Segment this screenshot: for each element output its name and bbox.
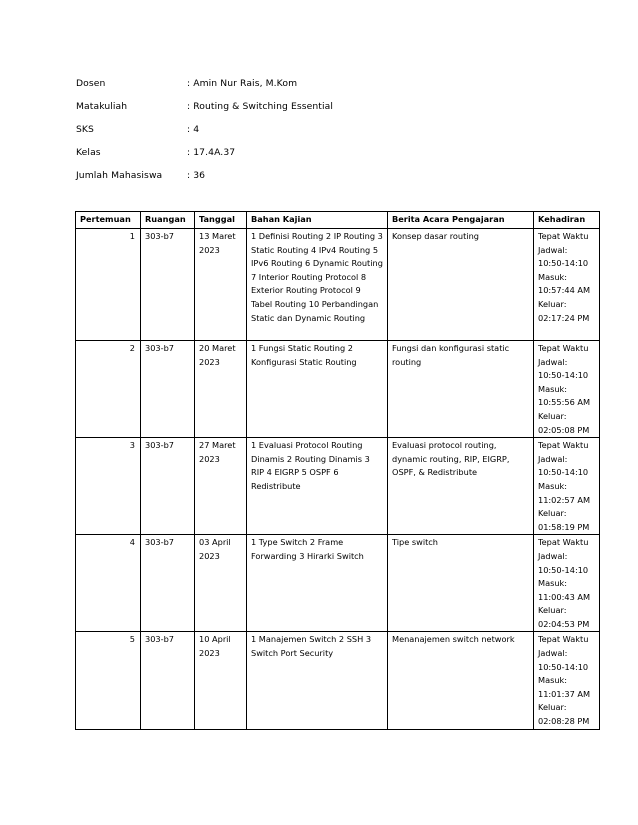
kehadiran-jadwal: 10:50-14:10	[538, 370, 589, 381]
kehadiran-keluar-label: Keluar:	[538, 508, 567, 519]
kehadiran-keluar: 01:58:19 PM	[538, 521, 590, 532]
kehadiran-status: Tepat Waktu	[538, 440, 589, 451]
header-berita-acara: Berita Acara Pengajaran	[388, 212, 534, 229]
cell-bahan-kajian: 1 Fungsi Static Routing 2 Konfigurasi Static Routing	[247, 341, 388, 438]
kehadiran-masuk-label: Masuk:	[538, 480, 568, 491]
course-info	[76, 78, 333, 193]
header-pertemuan: Pertemuan	[76, 212, 141, 229]
kehadiran-keluar: 02:08:28 PM	[538, 716, 590, 727]
header-ruangan: Ruangan	[141, 212, 195, 229]
kehadiran-masuk: 11:00:43 AM	[538, 591, 591, 602]
cell-kehadiran	[534, 229, 600, 341]
info-row-matakuliah	[76, 101, 333, 124]
kehadiran-jadwal-label: Jadwal:	[538, 244, 568, 255]
header-bahan-kajian: Bahan Kajian	[247, 212, 388, 229]
table-row	[76, 632, 600, 729]
kehadiran-jadwal: 10:50-14:10	[538, 467, 589, 478]
kehadiran-status: Tepat Waktu	[538, 634, 589, 645]
table-row	[76, 341, 600, 438]
cell-ruangan: 303-b7	[141, 438, 195, 535]
cell-bahan-kajian: 1 Definisi Routing 2 IP Routing 3 Static Routing 4 IPv4 Routing 5 IPv6 Routing 6 Dynamic Routing 7 Interior Routing Protocol 8 Exterior Routing Protocol 9 Tabel Routing 10 Perbandingan Static dan Dynamic Routing	[247, 229, 388, 341]
table-header-row	[76, 212, 600, 229]
cell-tanggal: 10 April 2023	[195, 632, 247, 729]
kehadiran-jadwal: 10:50-14:10	[538, 564, 589, 575]
info-row-kelas	[76, 147, 333, 170]
header-tanggal: Tanggal	[195, 212, 247, 229]
kehadiran-masuk: 10:55:56 AM	[538, 397, 591, 408]
info-label: SKS	[76, 124, 94, 135]
cell-ruangan: 303-b7	[141, 341, 195, 438]
kehadiran-jadwal: 10:50-14:10	[538, 661, 589, 672]
kehadiran-keluar-label: Keluar:	[538, 702, 567, 713]
kehadiran-keluar-label: Keluar:	[538, 605, 567, 616]
kehadiran-keluar: 02:05:08 PM	[538, 424, 590, 435]
info-label: Dosen	[76, 78, 106, 89]
info-row-dosen	[76, 78, 333, 101]
cell-tanggal: 03 April 2023	[195, 535, 247, 632]
cell-berita-acara: Konsep dasar routing	[388, 229, 534, 341]
cell-pertemuan: 4	[76, 535, 141, 632]
cell-berita-acara: Menanajemen switch network	[388, 632, 534, 729]
kehadiran-jadwal-label: Jadwal:	[538, 648, 568, 659]
cell-pertemuan: 5	[76, 632, 141, 729]
info-value: : Routing & Switching Essential	[187, 101, 334, 112]
cell-pertemuan: 3	[76, 438, 141, 535]
kehadiran-keluar: 02:04:53 PM	[538, 618, 590, 629]
cell-kehadiran	[534, 535, 600, 632]
kehadiran-masuk-label: Masuk:	[538, 578, 568, 589]
info-value: : Amin Nur Rais, M.Kom	[187, 78, 298, 89]
kehadiran-keluar: 02:17:24 PM	[538, 312, 590, 323]
info-value: : 36	[187, 170, 206, 181]
cell-berita-acara: Fungsi dan konfigurasi static routing	[388, 341, 534, 438]
kehadiran-masuk-label: Masuk:	[538, 383, 568, 394]
kehadiran-jadwal: 10:50-14:10	[538, 258, 589, 269]
kehadiran-masuk: 11:01:37 AM	[538, 688, 591, 699]
cell-berita-acara: Tipe switch	[388, 535, 534, 632]
kehadiran-masuk-label: Masuk:	[538, 675, 568, 686]
table-row	[76, 229, 600, 341]
cell-ruangan: 303-b7	[141, 535, 195, 632]
header-kehadiran: Kehadiran	[534, 212, 600, 229]
info-row-sks	[76, 124, 333, 147]
kehadiran-keluar-label: Keluar:	[538, 410, 567, 421]
cell-bahan-kajian: 1 Manajemen Switch 2 SSH 3 Switch Port Security	[247, 632, 388, 729]
cell-kehadiran	[534, 341, 600, 438]
info-value: : 17.4A.37	[187, 147, 236, 158]
cell-berita-acara: Evaluasi protocol routing, dynamic routing, RIP, EIGRP, OSPF, & Redistribute	[388, 438, 534, 535]
cell-pertemuan: 1	[76, 229, 141, 341]
table-row	[76, 438, 600, 535]
kehadiran-keluar-label: Keluar:	[538, 298, 567, 309]
kehadiran-jadwal-label: Jadwal:	[538, 356, 568, 367]
info-label: Kelas	[76, 147, 101, 158]
cell-ruangan: 303-b7	[141, 632, 195, 729]
cell-tanggal: 13 Maret 2023	[195, 229, 247, 341]
kehadiran-masuk: 10:57:44 AM	[538, 285, 591, 296]
info-label: Jumlah Mahasiswa	[76, 170, 163, 181]
kehadiran-jadwal-label: Jadwal:	[538, 550, 568, 561]
kehadiran-jadwal-label: Jadwal:	[538, 453, 568, 464]
kehadiran-status: Tepat Waktu	[538, 231, 589, 241]
cell-tanggal: 27 Maret 2023	[195, 438, 247, 535]
cell-ruangan: 303-b7	[141, 229, 195, 341]
table-row	[76, 535, 600, 632]
info-value: : 4	[187, 124, 200, 135]
kehadiran-status: Tepat Waktu	[538, 343, 589, 353]
cell-pertemuan: 2	[76, 341, 141, 438]
cell-bahan-kajian: 1 Evaluasi Protocol Routing Dinamis 2 Routing Dinamis 3 RIP 4 EIGRP 5 OSPF 6 Redistribute	[247, 438, 388, 535]
kehadiran-status: Tepat Waktu	[538, 537, 589, 548]
cell-kehadiran	[534, 438, 600, 535]
kehadiran-masuk: 11:02:57 AM	[538, 494, 591, 505]
kehadiran-masuk-label: Masuk:	[538, 271, 568, 282]
cell-tanggal: 20 Maret 2023	[195, 341, 247, 438]
cell-kehadiran	[534, 632, 600, 729]
info-label: Matakuliah	[76, 101, 128, 112]
attendance-table	[75, 211, 600, 730]
info-row-jumlah-mahasiswa	[76, 170, 333, 193]
cell-bahan-kajian: 1 Type Switch 2 Frame Forwarding 3 Hirarki Switch	[247, 535, 388, 632]
